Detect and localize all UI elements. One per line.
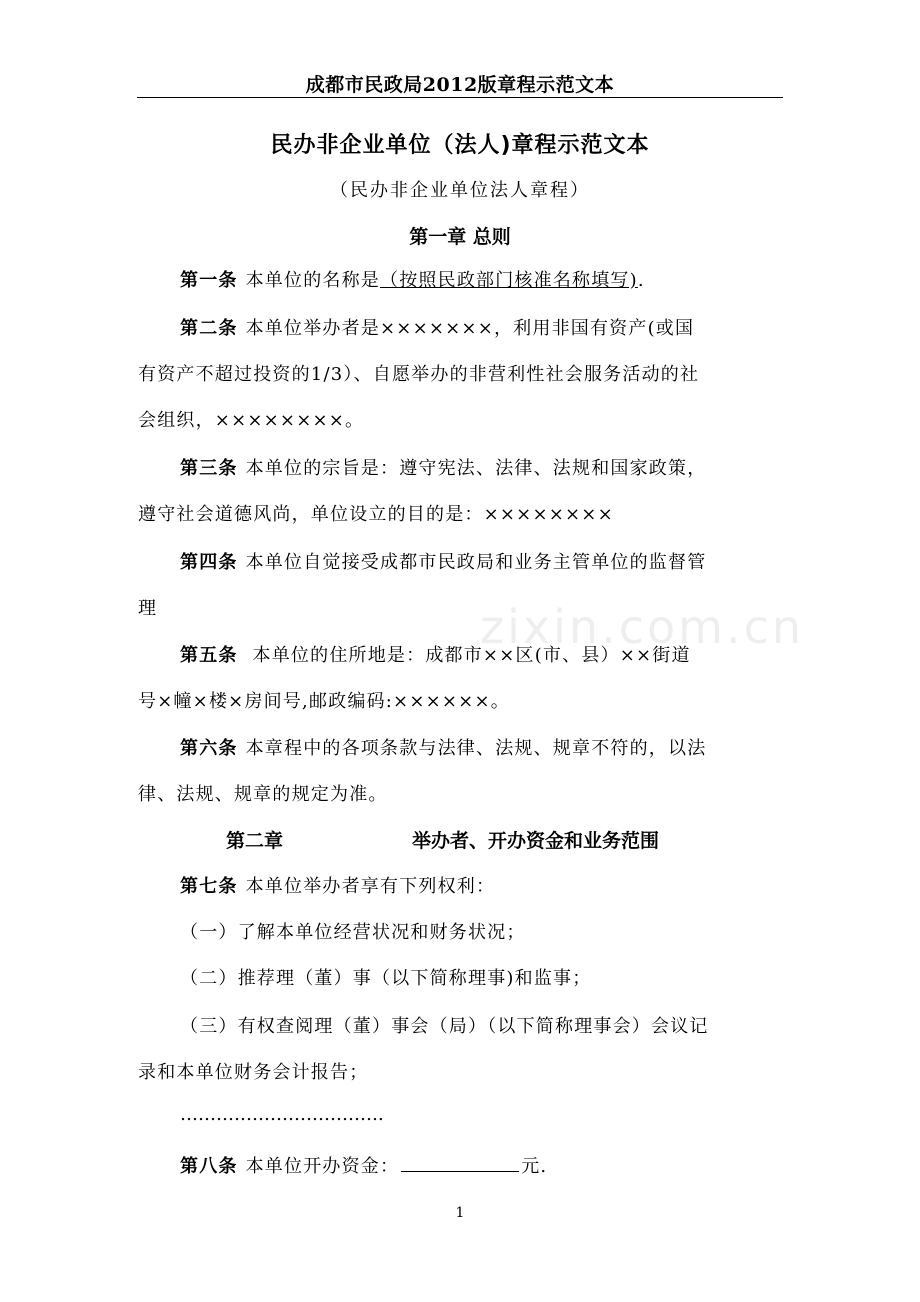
article-4-label: 第四条	[180, 552, 238, 573]
article-6	[180, 734, 706, 760]
article-1	[180, 266, 645, 292]
article-8-text: 本单位开办资金：	[245, 1156, 400, 1177]
article-5-line-1: 本单位的住所地是：成都市××区(市、县）××街道	[245, 645, 691, 666]
article-1-placeholder: （按照民政部门核准名称填写)	[380, 270, 638, 291]
document-subtitle: （民办非企业单位法人章程）	[330, 180, 590, 201]
article-8	[180, 1152, 547, 1178]
article-3	[180, 454, 706, 480]
list-item-2: （二）推荐理（董）事（以下简称理事)和监事；	[180, 968, 592, 989]
article-1-tail: .	[637, 270, 645, 291]
header-rule	[137, 97, 783, 98]
article-6-line-1: 本章程中的各项条款与法律、法规、规章不符的，以法	[245, 738, 707, 759]
list-item-1: （一）了解本单位经营状况和财务状况；	[180, 922, 526, 943]
article-7	[180, 872, 495, 898]
article-4-line-2: 理	[138, 598, 158, 619]
article-2-line-1: 本单位举办者是×××××××，利用非国有资产(或国	[245, 318, 695, 339]
article-8-tail: 元.	[521, 1156, 548, 1177]
article-4	[180, 548, 706, 574]
article-7-label: 第七条	[180, 876, 238, 897]
document-title: 民办非企业单位（法人)章程示范文本	[270, 133, 650, 158]
article-2-label: 第二条	[180, 318, 238, 339]
page-number: 1	[455, 1205, 465, 1221]
article-1-text: 本单位的名称是	[245, 270, 381, 291]
article-8-label: 第八条	[180, 1156, 238, 1177]
article-7-text: 本单位举办者享有下列权利：	[245, 876, 496, 897]
ellipsis: …………………………….	[180, 1104, 384, 1125]
fill-in-blank	[401, 1155, 519, 1172]
article-4-line-1: 本单位自觉接受成都市民政局和业务主管单位的监督管	[245, 552, 707, 573]
article-5-label: 第五条	[180, 645, 238, 666]
list-item-3-cont: 录和本单位财务会计报告；	[138, 1062, 369, 1083]
article-3-label: 第三条	[180, 458, 238, 479]
article-3-line-1: 本单位的宗旨是：遵守宪法、法律、法规和国家政策，	[245, 458, 707, 479]
article-5-line-2: 号×幢×楼×房间号,邮政编码:××××××。	[138, 691, 510, 712]
watermark: zixin.com.cn	[480, 600, 805, 654]
running-header: 成都市民政局2012版章程示范文本	[305, 74, 615, 96]
article-1-label: 第一条	[180, 270, 238, 291]
chapter-2-title: 举办者、开办资金和业务范围	[412, 830, 660, 852]
chapter-2-number: 第二章	[226, 830, 284, 852]
article-6-line-2: 律、法规、规章的规定为准。	[138, 784, 388, 805]
article-2	[180, 314, 694, 340]
article-2-line-2: 有资产不超过投资的1/3）、自愿举办的非营利性社会服务活动的社	[138, 364, 700, 385]
article-3-line-2: 遵守社会道德风尚，单位设立的目的是：××××××××	[138, 504, 614, 525]
chapter-1-heading: 第一章 总则	[409, 226, 511, 248]
list-item-3: （三）有权查阅理（董）事会（局）（以下简称理事会）会议记	[180, 1016, 709, 1037]
article-6-label: 第六条	[180, 738, 238, 759]
article-2-line-3: 会组织，××××××××。	[138, 410, 365, 431]
